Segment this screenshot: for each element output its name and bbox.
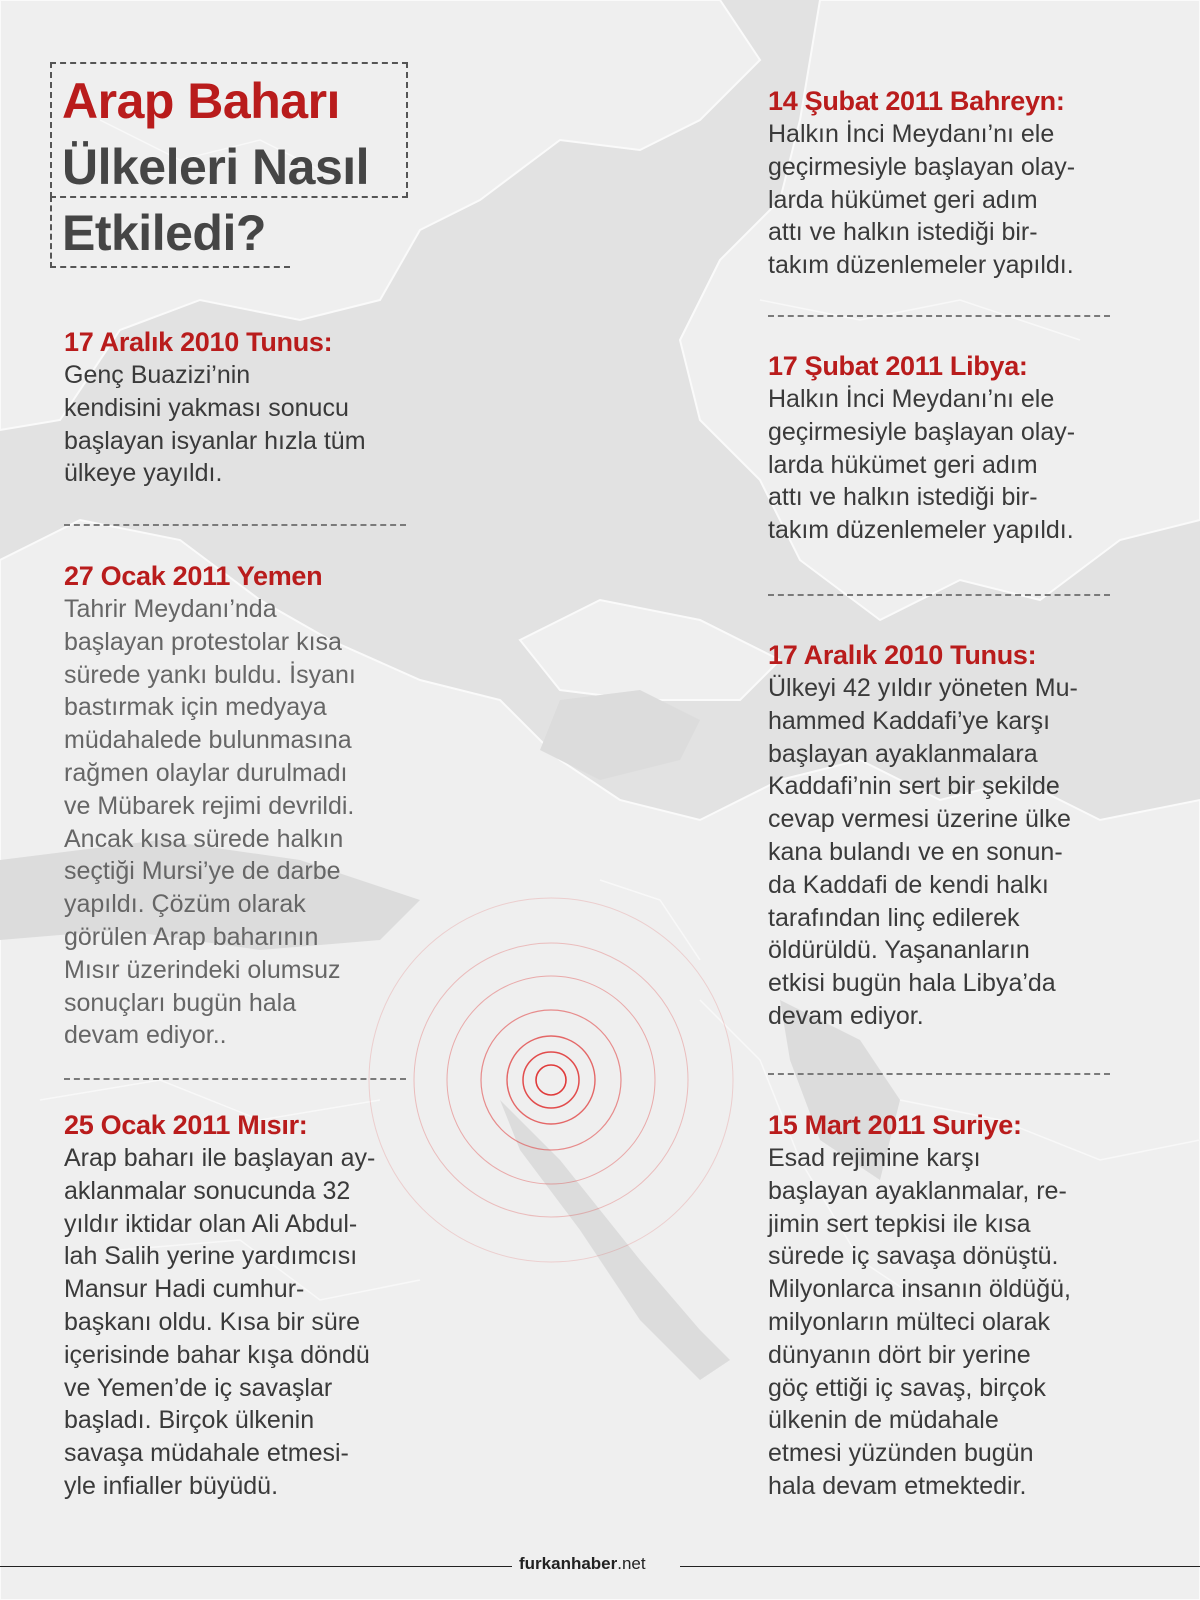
title-line-1: Arap Baharı [62, 73, 340, 129]
footer-rule-left [0, 1566, 512, 1567]
entry-text: Halkın İnci Meydanı’nı ele geçirmesiyle başlayan olay- larda hükümet geri adım attı ve halkın istediği bir- takım düzenlemeler yapıldı. [768, 385, 1076, 545]
entry-heading: 27 Ocak 2011 Yemen [64, 561, 323, 591]
entry-text: Esad rejimine karşı başlayan ayaklanmalar, re- jimin sert tepkisi ile kısa sürede iç savaşa dönüştü. Milyonlarca insanın öldüğü, milyonların mülteci olarak dünyanın dört bir yerine göç ettiği iç savaş, birçok ülkenin de müdahale etmesi yüzünden bugün hala devam etmektedir. [768, 1144, 1071, 1500]
page-title [62, 68, 369, 266]
right-entry-tunus [768, 638, 1148, 1033]
footer-rule-right [680, 1566, 1200, 1567]
separator [768, 1073, 1110, 1075]
entry-text: Genç Buazizi’nin kendisini yakması sonucu başlayan isyanlar hızla tüm ülkeye yayıldı. [64, 361, 366, 488]
title-line-2: Ülkeleri Nasıl [62, 139, 370, 195]
entry-heading: 17 Aralık 2010 Tunus: [64, 327, 333, 357]
separator [768, 594, 1110, 596]
separator [768, 315, 1110, 317]
separator [64, 1078, 406, 1080]
entry-heading: 14 Şubat 2011 Bahreyn: [768, 86, 1065, 116]
left-entry-tunus [64, 325, 424, 490]
right-entry-libya [768, 349, 1148, 547]
title-line-3: Etkiledi? [62, 205, 266, 261]
separator [64, 524, 406, 526]
brand-name: furkanhaber [519, 1554, 618, 1573]
footer-brand [519, 1554, 646, 1574]
entry-text: Halkın İnci Meydanı’nı ele geçirmesiyle başlayan olay- larda hükümet geri adım attı ve halkın istediği bir- takım düzenlemeler yapıldı. [768, 120, 1076, 280]
entry-text: Ülkeyi 42 yıldır yöneten Mu- hammed Kaddafi’ye karşı başlayan ayaklanmalara Kaddafi’nin sert bir şekilde cevap vermesi üzerine ülke kana bulandı ve en sonun- da Kaddafi de kendi halkı tarafından linç edilerek öldürüldü. Yaşananların etkisi bugün hala Libya’da devam ediyor. [768, 674, 1078, 1030]
right-entry-suriye [768, 1108, 1148, 1503]
entry-heading: 15 Mart 2011 Suriye: [768, 1110, 1022, 1140]
entry-heading: 17 Şubat 2011 Libya: [768, 351, 1028, 381]
entry-text: Tahrir Meydanı’nda başlayan protestolar kısa sürede yankı buldu. İsyanı bastırmak için medyaya müdahalede bulunmasına rağmen olaylar durulmadı ve Mübarek rejimi devrildi. Ancak kısa sürede halkın seçtiği Mursi’ye de darbe yapıldı. Çözüm olarak görülen Arap baharının Mısır üzerindeki olumsuz sonuçları bugün hala devam ediyor.. [64, 595, 356, 1050]
left-entry-yemen [64, 559, 424, 1052]
entry-text: Arap baharı ile başlayan ay- aklanmalar sonucunda 32 yıldır iktidar olan Ali Abdul- lah Salih yerine yardımcısı Mansur Hadi cumhur- başkanı oldu. Kısa bir süre içerisinde bahar kışa döndü ve Yemen’de iç savaşlar başladı. Birçok ülkenin savaşa müdahale etmesi- yle infialler büyüdü. [64, 1144, 376, 1500]
brand-tld: .net [617, 1554, 646, 1573]
left-entry-misir [64, 1108, 434, 1503]
entry-heading: 17 Aralık 2010 Tunus: [768, 640, 1037, 670]
entry-heading: 25 Ocak 2011 Mısır: [64, 1110, 308, 1140]
right-entry-bahreyn [768, 84, 1148, 282]
